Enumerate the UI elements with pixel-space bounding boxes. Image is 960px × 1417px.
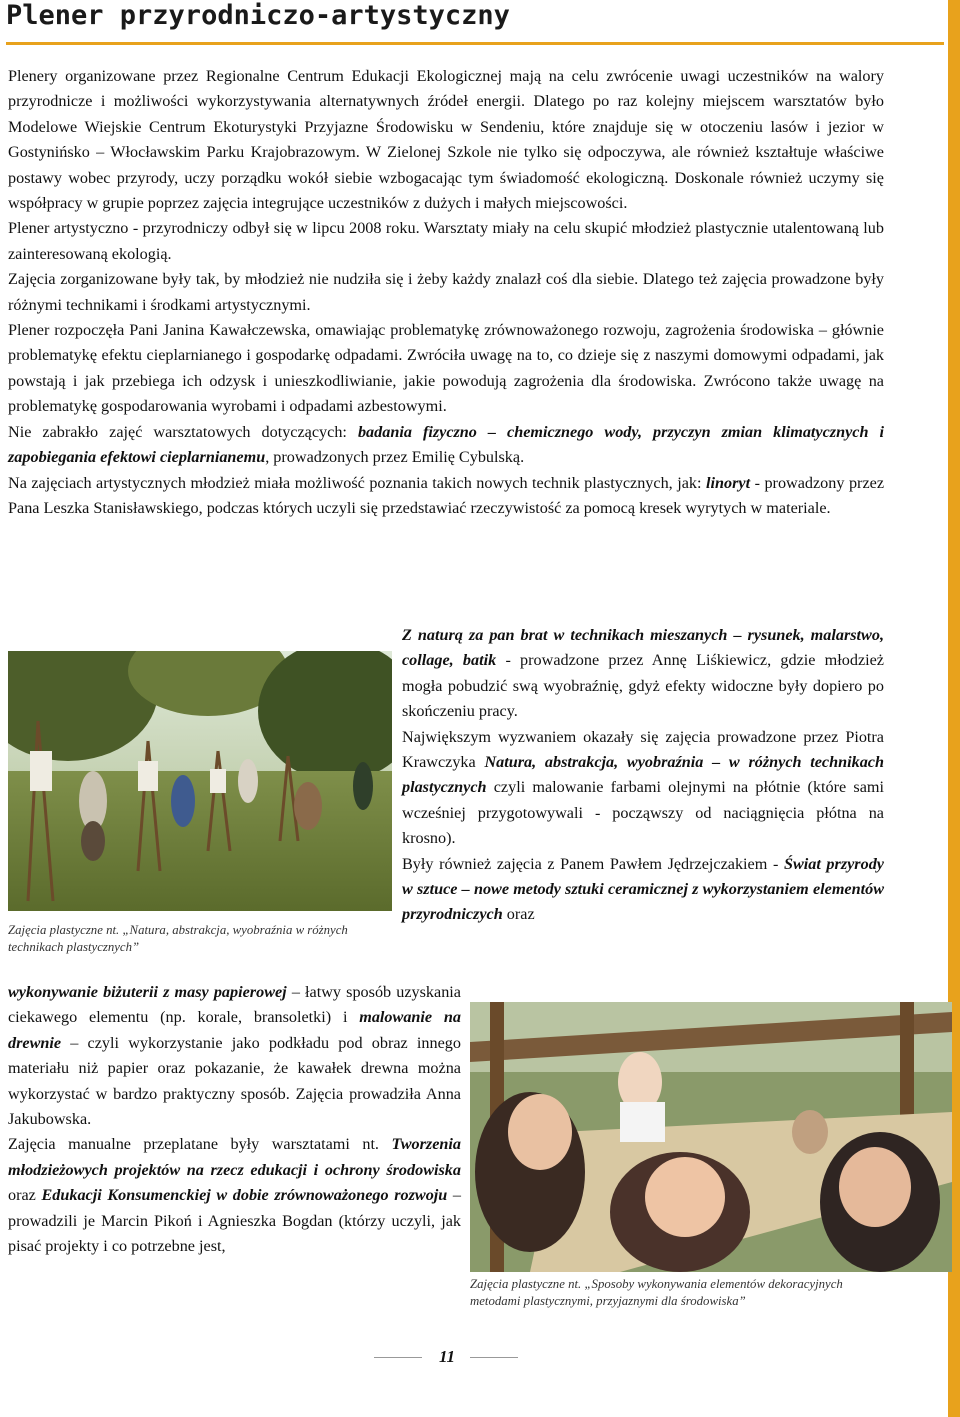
paragraph-text: czyli malowanie farbami olejnymi na płótnie (które sami wcześniej przygotowywali - począwszy od naciągnięcia płótna na krosno). — [402, 778, 884, 848]
paragraph-text: - prowadzone przez Annę Liśkiewicz, gdzie młodzież mogła pobudzić swą wyobraźnię, gdyż efekty widoczne były dopiero po skończeniu pracy. — [402, 651, 884, 721]
photo-painting-outdoors — [8, 651, 392, 911]
title-underline — [6, 42, 944, 45]
paragraph-intro — [8, 64, 884, 216]
paragraph-linoryt — [8, 471, 884, 522]
paragraph-text: Zajęcia zorganizowane były tak, by młodzież nie nudziła się i żeby każdy znalazł coś dla siebie. Dlatego też zajęcia prowadzone były różnymi technikami i środkami artystycznymi. — [8, 270, 884, 314]
paragraph-kawalczewska — [8, 318, 884, 420]
paragraph-zajecia — [8, 267, 884, 318]
photo2-caption: Zajęcia plastyczne nt. „Sposoby wykonywania elementów dekoracyjnych metodami plastycznymi, przyjaznymi dla środowiska” — [470, 1277, 843, 1308]
paragraph-text: – prowadzili je Marcin Pikoń i Agnieszka Bogdan (którzy uczyli, jak pisać projekty i co potrzebne jest, — [8, 1186, 461, 1256]
main-text-block — [8, 64, 884, 521]
paragraph-text: Plener artystyczno - przyrodniczy odbył się w lipcu 2008 roku. Warsztaty miały na celu skupić młodzież plastycznie utalentowaną lub zainteresowaną ekologią. — [8, 219, 884, 263]
page-number: 11 — [438, 1347, 456, 1366]
emphasis-text: Świat przyrody w sztuce – nowe metody sztuki ceramicznej z wykorzystaniem elementów przyrodniczych — [402, 854, 884, 924]
paragraph-text: oraz — [502, 905, 535, 924]
paragraph-plener-date — [8, 216, 884, 267]
paragraph-text: - prowadzony przez Pana Leszka Stanisławskiego, podczas których uczyli się przedstawiać rzeczywistość za pomocą kresek wyrytych w materiale. — [8, 473, 884, 517]
paragraph-text: Były również zajęcia z Panem Pawłem Jędrzejczakiem - — [402, 854, 784, 873]
emphasis-text: badania fizyczno – chemicznego wody, przyczyn zmian klimatycznych i zapobiegania efektowi cieplarnianemu — [8, 422, 884, 467]
paragraph-text: , prowadzonych przez Emilię Cybulską. — [265, 448, 525, 467]
emphasis-text: Z naturą za pan brat w technikach mieszanych – rysunek, malarstwo, collage, batik — [402, 626, 884, 670]
paragraph-text: Nie zabrakło zajęć warsztatowych dotyczących: — [8, 422, 358, 441]
photo1-caption: Zajęcia plastyczne nt. „Natura, abstrakcja, wyobraźnia w różnych technikach plastycznych” — [8, 923, 348, 954]
paragraph-text: Największym wyzwaniem okazały się zajęcia prowadzone przez Piotra Krawczyka — [402, 727, 884, 772]
paragraph-text: Plener rozpoczęła Pani Janina Kawałczewska, omawiając problematykę zrównoważonego rozwoju, zagrożenia środowiska – głównie problematykę efektu cieplarnianego i gospodarkę odpadami. Zwróciła uwagę na to, co dzieje się z naszymi domowymi odpadami, jak powstają i jak przebiega ich odzysk i unieszkodliwianie, jakie powodują zagrożenia dla środowiska. Zwrócono także uwagę na problematykę gospodarowania wyrobami i odpadami azbestowymi. — [8, 321, 884, 416]
paragraph-warsztaty — [8, 420, 884, 471]
emphasis-text: Edukacji Konsumenckiej w dobie zrównoważonego rozwoju — [41, 1186, 448, 1205]
paragraph-text: – czyli wykorzystanie jako podkładu pod obraz innego materiału niż papier oraz pokazanie, że kawałek drewna można wykorzystać w bardzo praktyczny sposób. Zajęcia prowadziła Anna Jakubowska. — [8, 1033, 461, 1129]
emphasis-text: Tworzenia młodzieżowych projektów na rzecz edukacji i ochrony środowiska — [8, 1135, 461, 1179]
page-footer — [0, 1345, 900, 1369]
footer-rule-right — [470, 1357, 518, 1358]
emphasis-text: linoryt — [706, 473, 751, 492]
paragraph-krawczyk — [402, 725, 884, 852]
paragraph-bizuteria — [8, 980, 461, 1132]
footer-rule-left — [374, 1357, 422, 1358]
emphasis-text: malowanie na drewnie — [8, 1008, 461, 1052]
emphasis-text: wykonywanie biżuterii z masy papierowej — [8, 983, 287, 1001]
paragraph-text: oraz — [8, 1186, 42, 1205]
right-column-text — [402, 623, 884, 928]
emphasis-text: Natura, abstrakcja, wyobraźnia – w różnych technikach plastycznych — [402, 753, 884, 797]
paragraph-projekty — [8, 1132, 461, 1259]
paragraph-text: – łatwy sposób uzyskania ciekawego elementu (np. korale, bransoletki) i — [8, 983, 461, 1027]
photo-crafts-table — [470, 1002, 952, 1272]
paragraph-text: Na zajęciach artystycznych młodzież miała możliwość poznania takich nowych technik plastycznych, jak: — [8, 473, 706, 492]
paragraph-text: Plenery organizowane przez Regionalne Centrum Edukacji Ekologicznej mają na celu zwrócenie uwagi uczestników na walory przyrodnicze i możliwości wykorzystywania alternatywnych źródeł energii. Dlatego po raz kolejny miejscem warsztatów było Modelowe Wiejskie Centrum Ekoturystyki Przyjazne Środowisku w Sendeniu, które znajduje się w otoczeniu lasów i jezior w Gostynińsko – Włocławskim Parku Krajobrazowym. W Zielonej Szkole nie tylko się odpoczywa, ale również kształtuje właściwe postawy wobec przyrody, uczy porządku wokół siebie wzbogacając tym świadomość ekologiczną. Doskonale również uczymy się współpracy w grupie poprzez zajęcia integrujące uczestników z dużych i małych miejscowości. — [8, 67, 884, 213]
paragraph-liskiewicz — [402, 623, 884, 725]
page-title: Plener przyrodniczo-artystyczny — [6, 0, 510, 31]
left-column-text — [8, 980, 461, 1259]
paragraph-text: Zajęcia manualne przeplatane były warsztatami nt. — [8, 1135, 392, 1154]
paragraph-jedrzejczak — [402, 852, 884, 928]
